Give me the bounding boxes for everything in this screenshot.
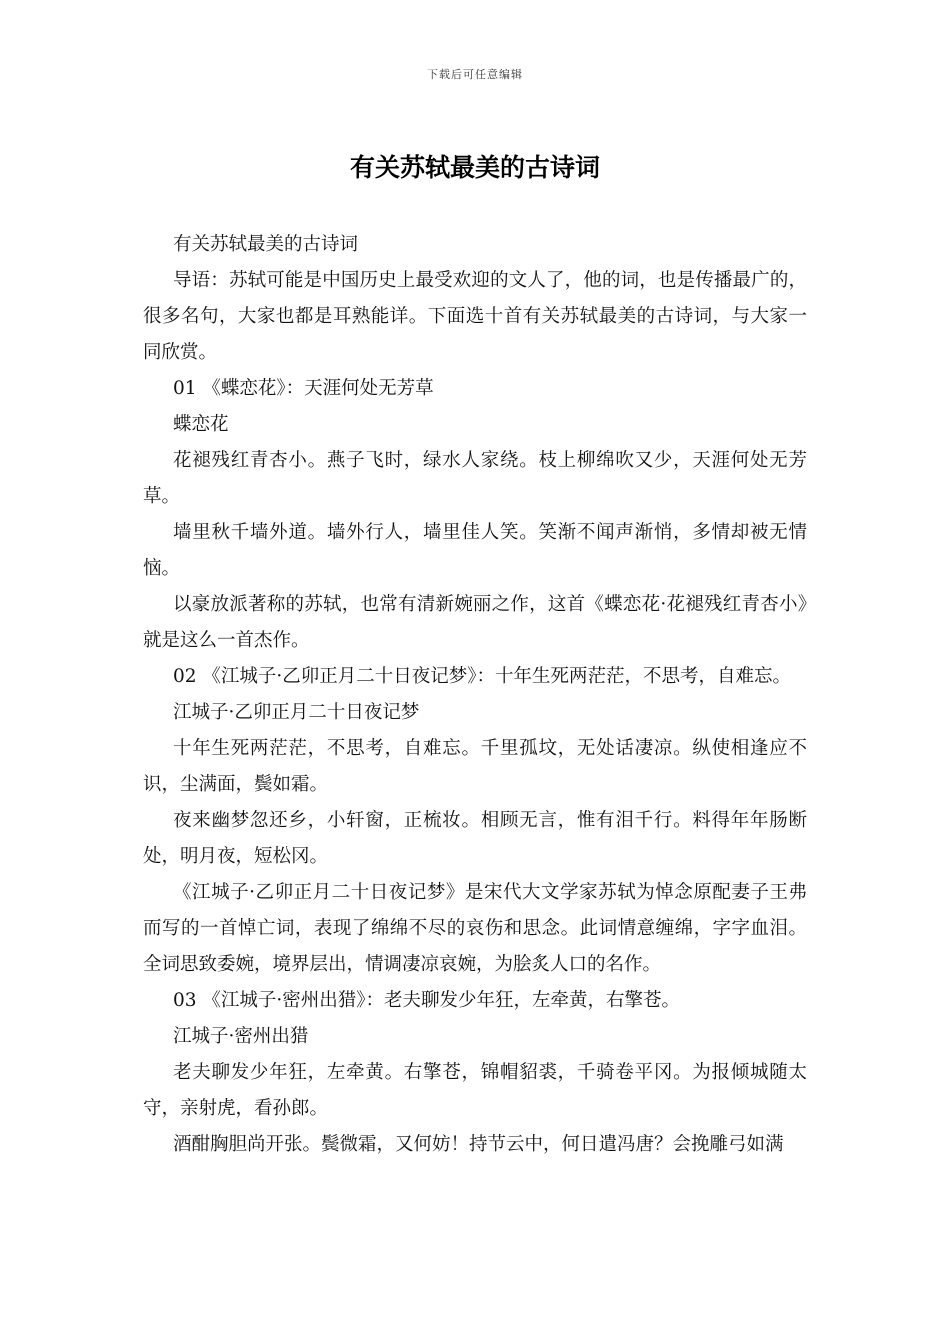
- paragraph-subtitle: 有关苏轼最美的古诗词: [173, 234, 359, 255]
- poem-stanza: 花褪残红青杏小。燕子飞时，绿水人家绕。枝上柳绵吹又少，天涯何处无芳草。: [143, 450, 807, 507]
- poem-stanza: 老夫聊发少年狂，左牵黄。右擎苍，锦帽貂裘，千骑卷平冈。为报倾城随太守，亲射虎，看孙郎。: [143, 1062, 807, 1119]
- poem-title-jiangchengzi-chulie: 江城子·密州出猎: [173, 1026, 309, 1047]
- document-title: 有关苏轼最美的古诗词: [349, 153, 600, 182]
- poem-stanza: 夜来幽梦忽还乡，小轩窗，正梳妆。相顾无言，惟有泪千行。料得年年肠断处，明月夜，短松冈。: [143, 810, 807, 867]
- paragraph-intro: 导语：苏轼可能是中国历史上最受欢迎的文人了，他的词，也是传播最广的，很多名句，大家也都是耳熟能详。下面选十首有关苏轼最美的古诗词，与大家一同欣赏。: [143, 270, 807, 363]
- section-heading-03: 03 《江城子·密州出猎》：老夫聊发少年狂，左牵黄，右擎苍。: [173, 990, 681, 1011]
- poem-commentary: 《江城子·乙卯正月二十日夜记梦》是宋代大文学家苏轼为悼念原配妻子王弗而写的一首悼亡词，表现了绵绵不尽的哀伤和思念。此词情意缠绵，字字血泪。全词思致委婉，境界层出，情调凄凉哀婉，为脍炙人口的名作。: [143, 882, 807, 975]
- poem-stanza: 酒酣胸胆尚开张。鬓微霜，又何妨！持节云中，何日遣冯唐？会挽雕弓如满: [173, 1134, 784, 1155]
- header-note: 下载后可任意编辑: [427, 68, 523, 81]
- poem-stanza: 墙里秋千墙外道。墙外行人，墙里佳人笑。笑渐不闻声渐悄，多情却被无情恼。: [143, 522, 807, 579]
- poem-stanza: 十年生死两茫茫，不思考，自难忘。千里孤坟，无处话凄凉。纵使相逢应不识，尘满面，鬓如霜。: [143, 738, 807, 795]
- document-body: [143, 227, 807, 1163]
- poem-commentary: 以豪放派著称的苏轼，也常有清新婉丽之作，这首《蝶恋花·花褪残红青杏小》就是这么一首杰作。: [143, 594, 807, 651]
- section-heading-01: 01 《蝶恋花》：天涯何处无芳草: [173, 378, 434, 399]
- poem-title-dielianhua: 蝶恋花: [173, 414, 229, 435]
- poem-title-jiangchengzi-jimeng: 江城子·乙卯正月二十日夜记梦: [173, 702, 420, 723]
- section-heading-02: 02 《江城子·乙卯正月二十日夜记梦》：十年生死两茫茫，不思考，自难忘。: [173, 666, 792, 687]
